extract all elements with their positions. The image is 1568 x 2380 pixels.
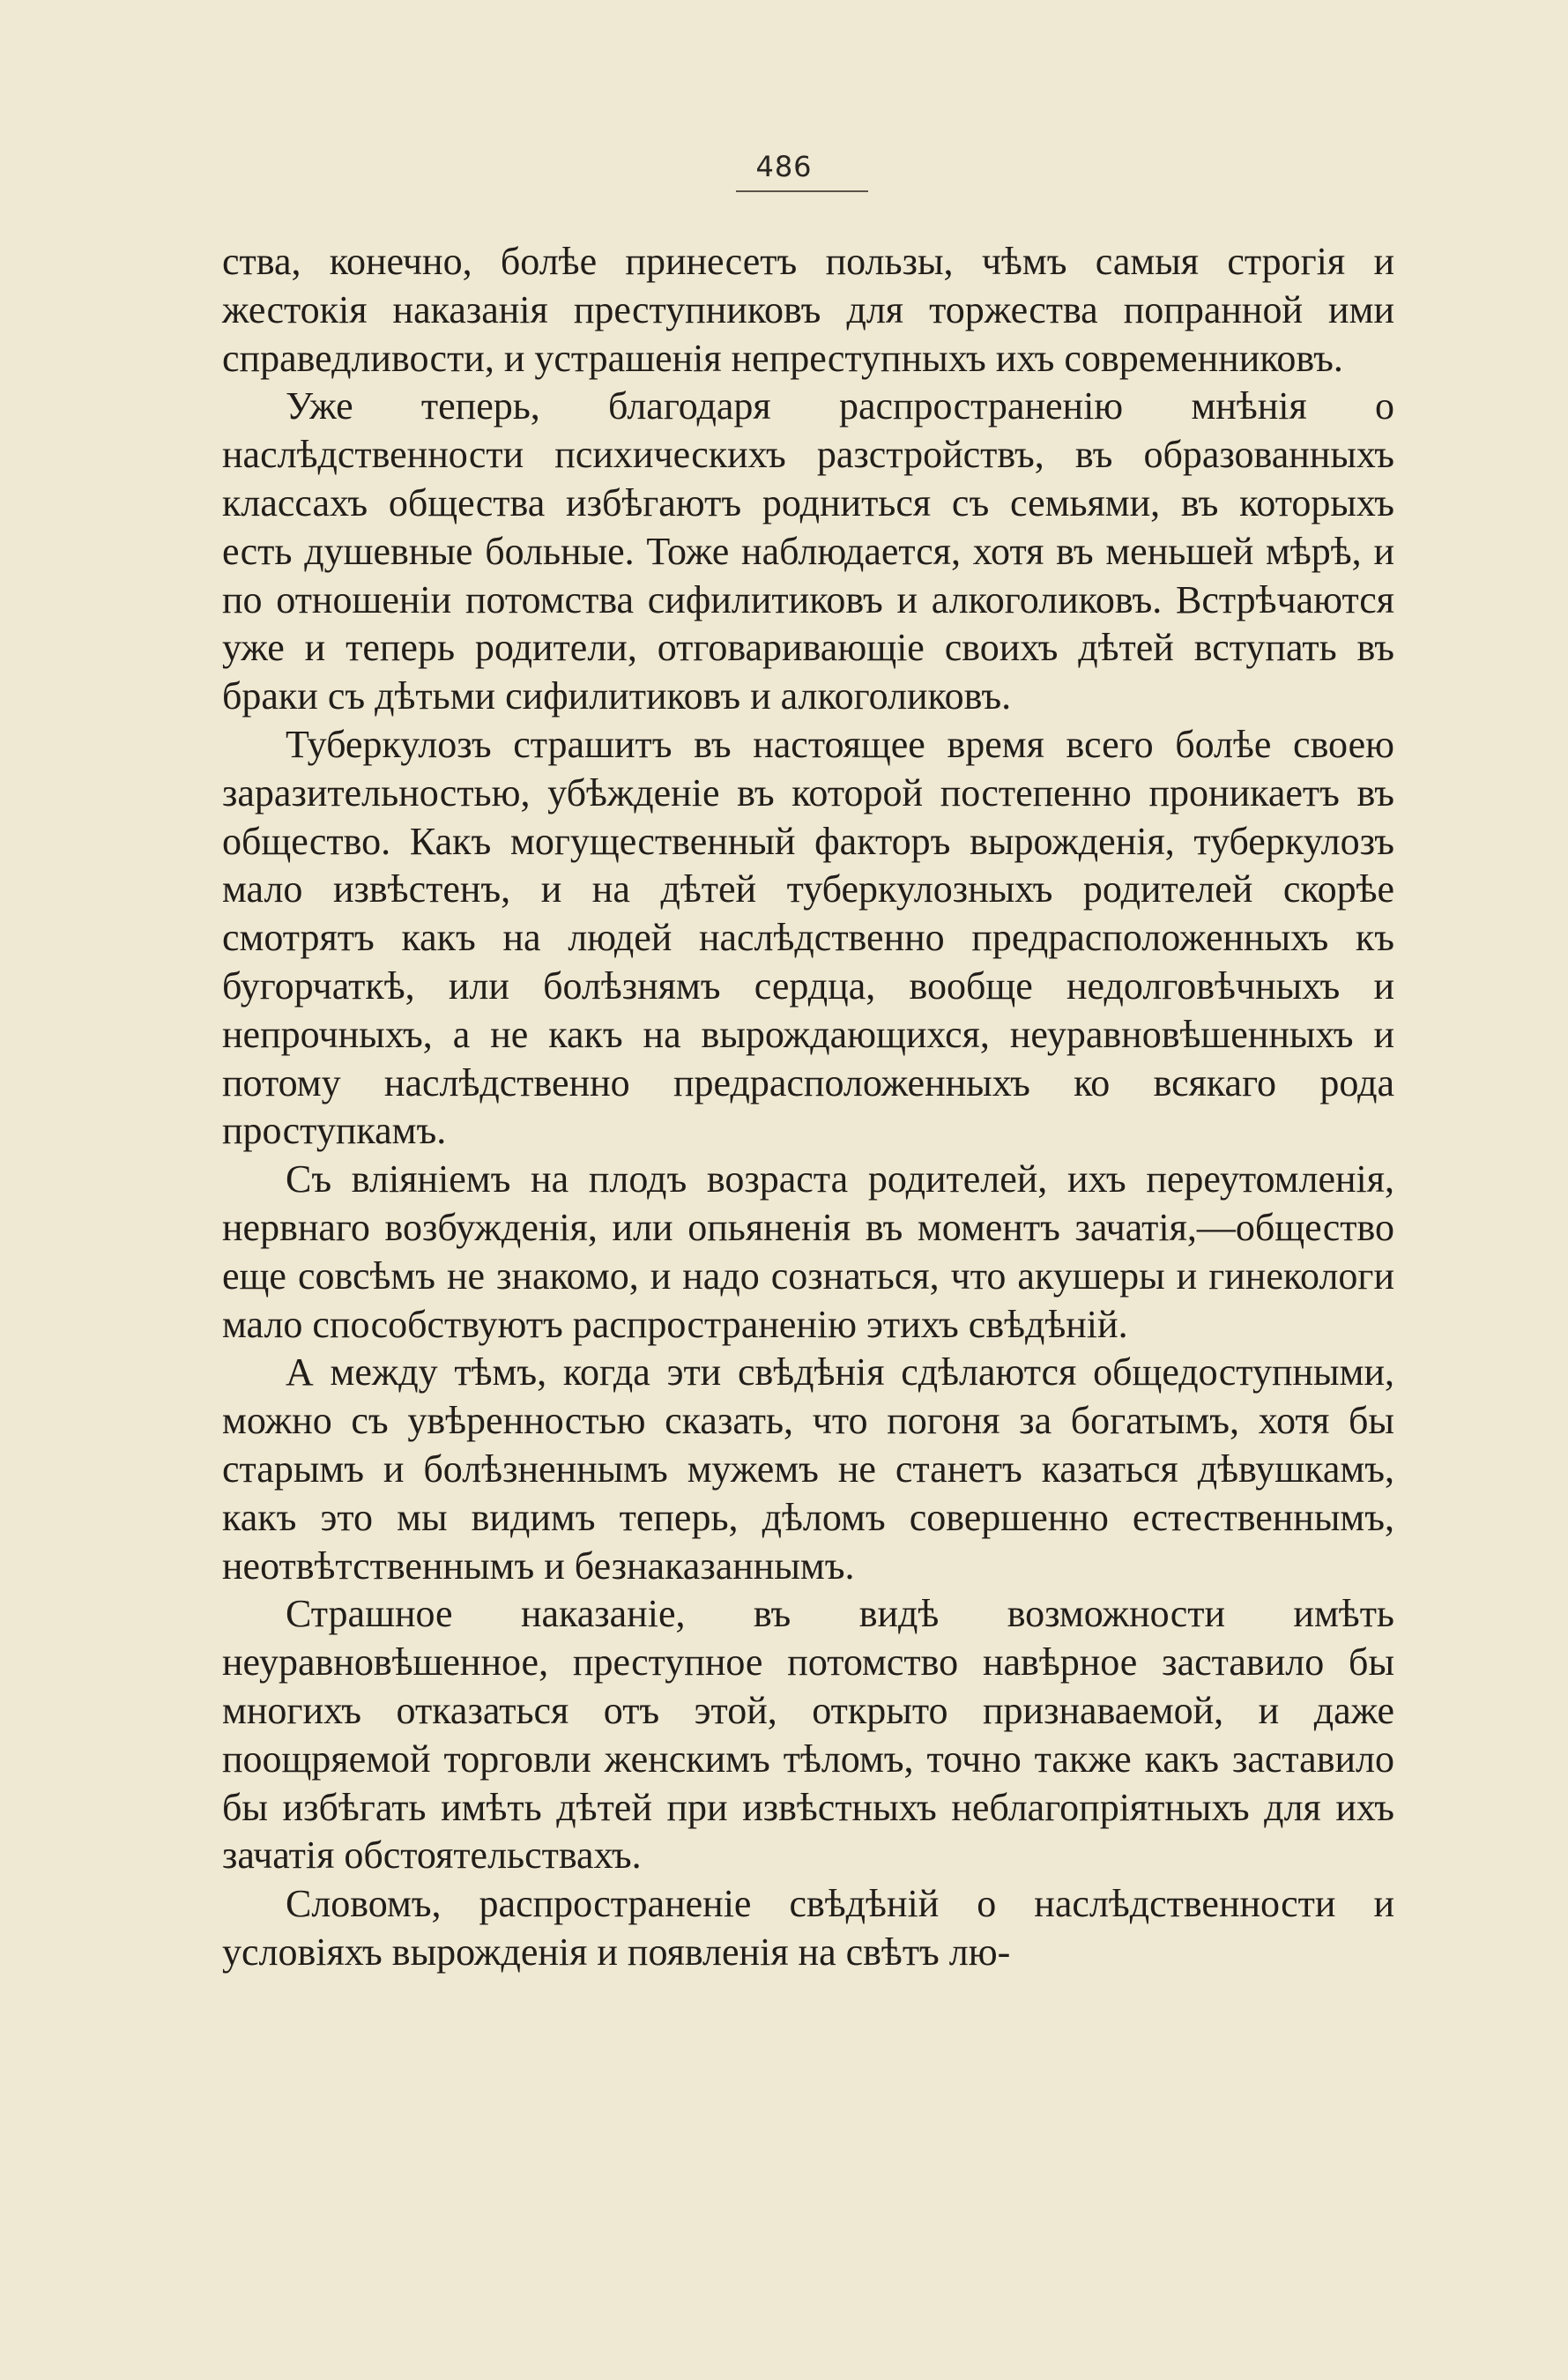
paragraph-conclusion: Словомъ, распространеніе свѣдѣній о наслѣдственности и условіяхъ вырожденія и появленія на свѣтъ лю- bbox=[222, 1882, 1394, 1974]
body-text bbox=[222, 238, 1394, 1977]
paragraph-tuberculosis: Туберкулозъ страшитъ въ настоящее время всего болѣе своею заразительностью, убѣжденіе въ которой постепенно проникаетъ въ общество. Какъ могущественный факторъ вырожденія, туберкулозъ мало извѣстенъ, и на дѣтей туберкулозныхъ родителей скорѣе смотрятъ какъ на людей наслѣдственно предрасположенныхъ къ бугорчаткѣ, или болѣзнямъ сердца, вообще недолговѣчныхъ и непрочныхъ, а не какъ на вырождающихся, неуравновѣшенныхъ и потому наслѣдственно предрасположенныхъ ко всякаго рода проступкамъ. bbox=[222, 722, 1394, 1153]
paragraph-heredity-mental: Уже теперь, благодаря распространенію мнѣнія о наслѣдственности психическихъ разстройствъ, въ образованныхъ классахъ общества избѣгаютъ родниться съ семьями, въ которыхъ есть душевные больные. Тоже наблюдается, хотя въ меньшей мѣрѣ, и по отношеніи потомства сифилитиковъ и алкоголиковъ. Встрѣчаются уже и теперь родители, отговаривающіе своихъ дѣтей вступать въ браки съ дѣтьми сифилитиковъ и алкоголиковъ. bbox=[222, 384, 1394, 718]
page-number: 486 bbox=[755, 150, 813, 183]
paragraph-continued: ства, конечно, болѣе принесетъ пользы, чѣмъ самыя строгія и жестокія наказанія преступниковъ для торжества попранной ими справедливости, и устрашенія непреступныхъ ихъ современниковъ. bbox=[222, 240, 1394, 380]
paragraph-punishment: Страшное наказаніе, въ видѣ возможности имѣть неуравновѣшенное, преступное потомство навѣрное заставило бы многихъ отказаться отъ этой, открыто признаваемой, и даже поощряемой торговли женскимъ тѣломъ, точно также какъ заставило бы избѣгать имѣть дѣтей при извѣстныхъ неблагопріятныхъ для ихъ зачатія обстоятельствахъ. bbox=[222, 1592, 1394, 1878]
page-number-rule bbox=[736, 190, 868, 192]
paragraph-marriage: А между тѣмъ, когда эти свѣдѣнія сдѣлаются общедоступными, можно съ увѣренностью сказать, что погоня за богатымъ, хотя бы старымъ и болѣзненнымъ мужемъ не станетъ казаться дѣвушкамъ, какъ это мы видимъ теперь, дѣломъ совершенно естественнымъ, неотвѣтственнымъ и безнаказаннымъ. bbox=[222, 1350, 1394, 1588]
paragraph-parents-age: Съ вліяніемъ на плодъ возраста родителей, ихъ переутомленія, нервнаго возбужденія, или опьяненія въ моментъ зачатія,—общество еще совсѣмъ не знакомо, и надо сознаться, что акушеры и гинекологи мало способствуютъ распространенію этихъ свѣдѣній. bbox=[222, 1157, 1394, 1346]
